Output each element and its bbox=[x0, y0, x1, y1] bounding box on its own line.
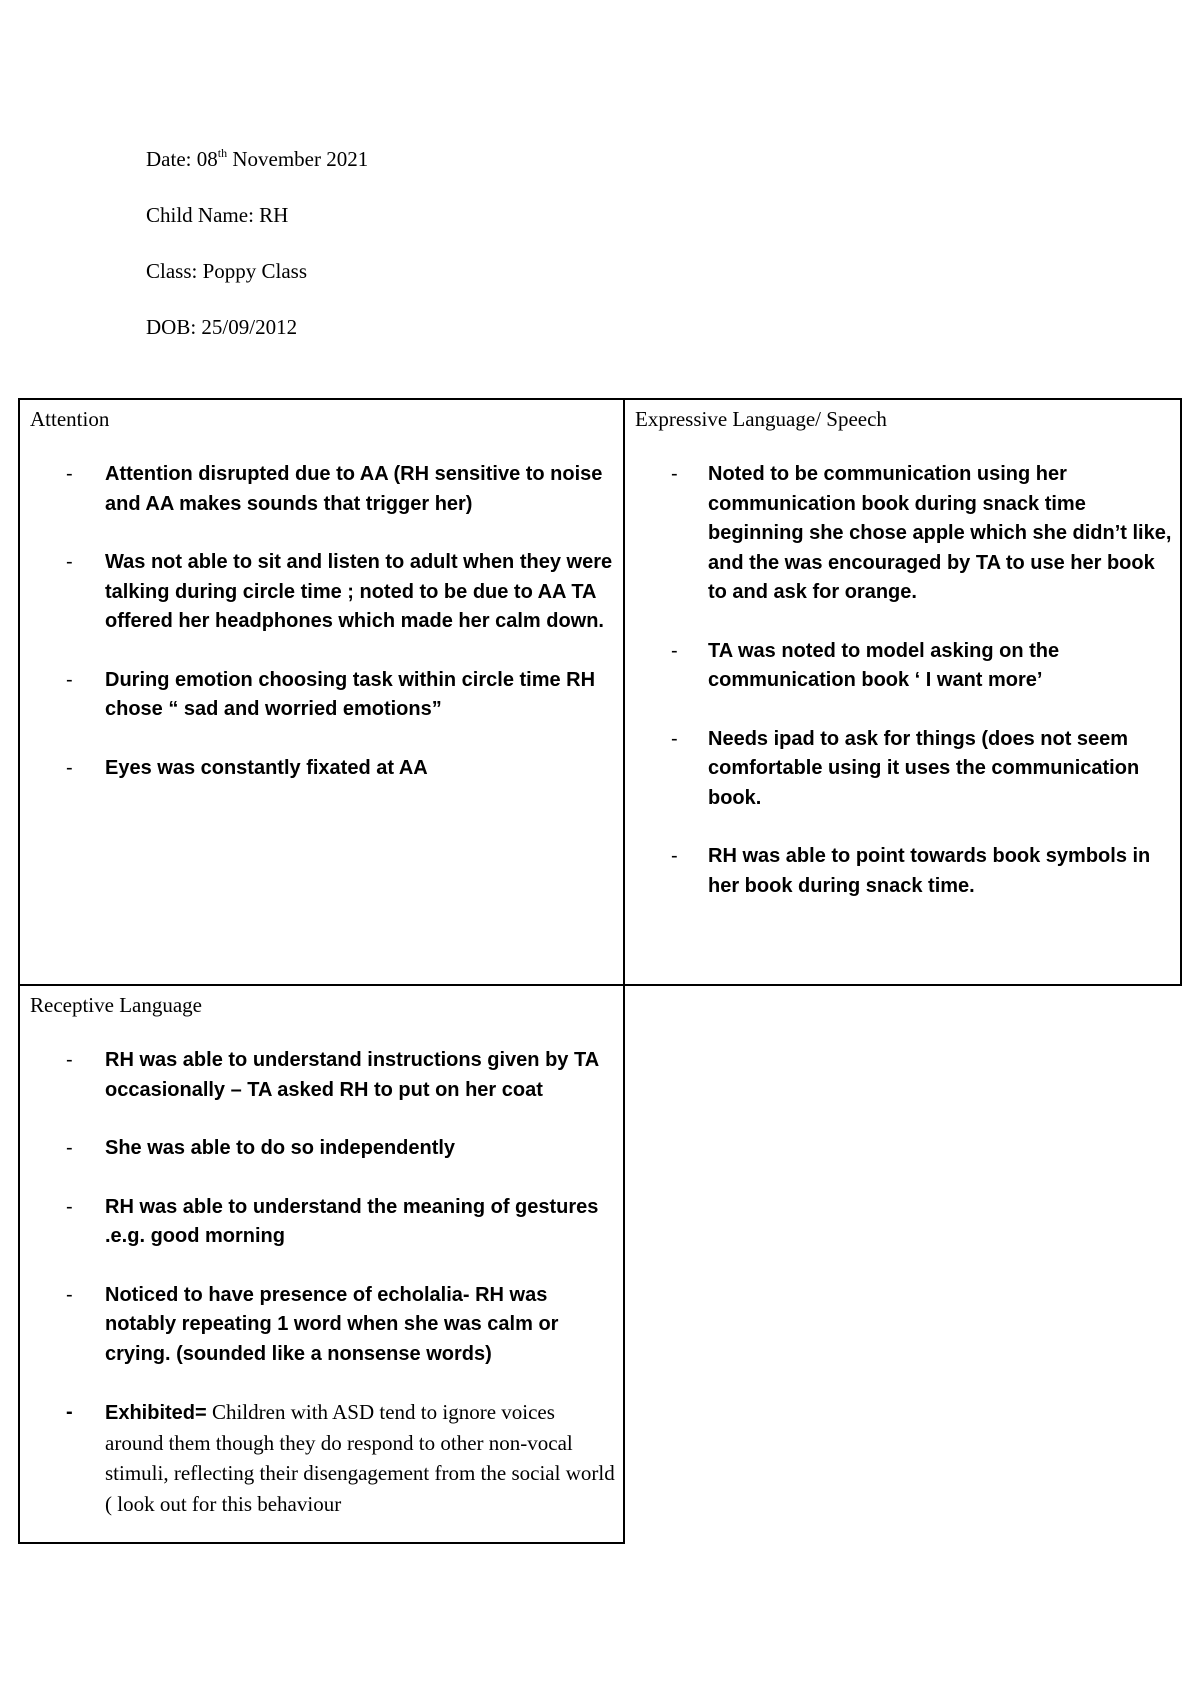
child-name-line: Child Name: RH bbox=[146, 203, 289, 227]
class-line: Class: Poppy Class bbox=[146, 259, 308, 283]
attention-list bbox=[20, 460, 615, 812]
expressive-item: - Needs ipad to ask for things (does not seem comfortable using it uses the communication book. bbox=[625, 725, 1172, 814]
receptive-item: - Noticed to have presence of echolalia- RH was notably repeating 1 word when she was calm or crying. (sounded like a nonsense words) bbox=[20, 1281, 615, 1370]
expressive-item: - RH was able to point towards book symbols in her book during snack time. bbox=[625, 842, 1172, 901]
expressive-list bbox=[625, 460, 1172, 930]
receptive-title: Receptive Language bbox=[30, 993, 202, 1017]
expressive-title: Expressive Language/ Speech bbox=[635, 407, 887, 431]
date-line bbox=[146, 145, 368, 201]
receptive-item: - RH was able to understand the meaning of gestures .e.g. good morning bbox=[20, 1193, 615, 1252]
exhibited-text: Children with ASD tend to ignore voices around them though they do respond to other non-vocal stimuli, reflecting their disengagement from the social world ( look out for this behaviour bbox=[105, 1400, 615, 1516]
attention-item: - Was not able to sit and listen to adult when they were talking during circle time ; noted to be due to AA TA offered her headphones which made her calm down. bbox=[20, 548, 615, 637]
receptive-list bbox=[20, 1046, 615, 1549]
date-superscript: th bbox=[217, 146, 228, 160]
date-suffix: November 2021 bbox=[232, 147, 369, 171]
attention-item: - During emotion choosing task within circle time RH chose “ sad and worried emotions” bbox=[20, 666, 615, 725]
expressive-item: - TA was noted to model asking on the communication book ‘ I want more’ bbox=[625, 637, 1172, 696]
attention-box bbox=[18, 398, 625, 986]
exhibited-label: Exhibited= bbox=[105, 1402, 207, 1424]
receptive-item-exhibited bbox=[20, 1398, 615, 1520]
receptive-box bbox=[18, 984, 625, 1544]
receptive-item: - She was able to do so independently bbox=[20, 1134, 615, 1164]
header-info bbox=[146, 145, 368, 369]
expressive-box bbox=[623, 398, 1182, 986]
attention-title: Attention bbox=[30, 407, 110, 431]
date-prefix: Date: 08 bbox=[146, 147, 218, 171]
receptive-item: - RH was able to understand instructions given by TA occasionally – TA asked RH to put on her coat bbox=[20, 1046, 615, 1105]
attention-item: - Eyes was constantly fixated at AA bbox=[20, 754, 615, 784]
expressive-item: - Noted to be communication using her communication book during snack time beginning she chose apple which she didn’t like, and the was encouraged by TA to use her book to and ask for orange. bbox=[625, 460, 1172, 608]
dob-line: DOB: 25/09/2012 bbox=[146, 315, 298, 339]
attention-item: - Attention disrupted due to AA (RH sensitive to noise and AA makes sounds that trigger her) bbox=[20, 460, 615, 519]
